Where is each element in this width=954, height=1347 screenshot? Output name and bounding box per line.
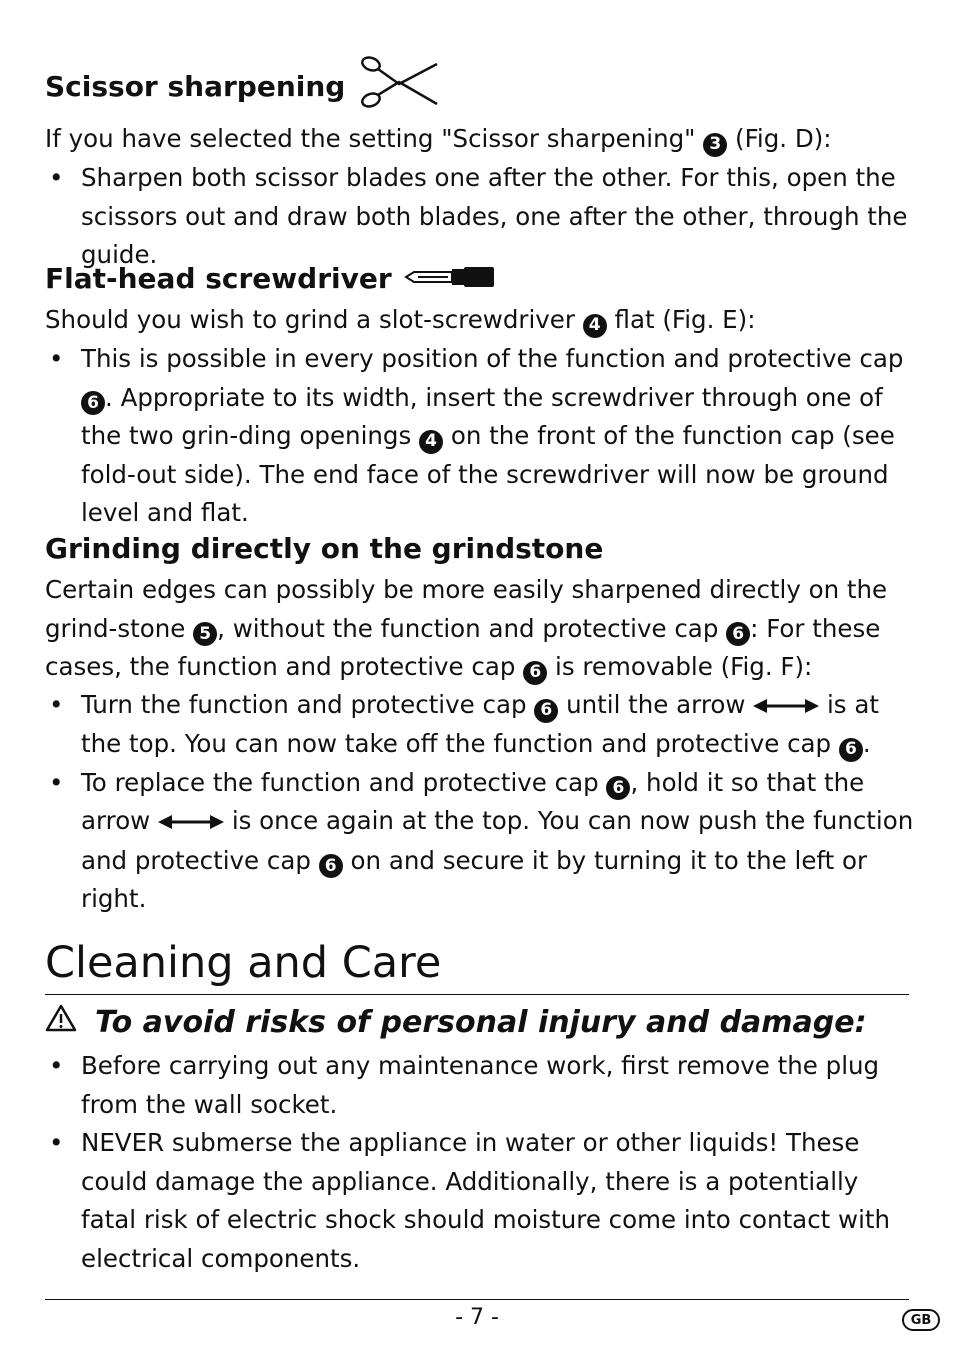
grindstone-bullet2-text-2: , hold it so that the arrow [81,767,865,836]
bullet: • [49,344,64,373]
scissors-icon [357,52,439,121]
screwdriver-bullet-text-1: This is possible in every position of the function and protective cap [81,344,904,373]
screwdriver-intro-text: Should you wish to grind a slot-screwdriver [45,305,575,334]
warning-triangle-icon [45,1004,77,1040]
ref-number-6: 6 [839,738,863,762]
scissor-list [45,159,915,275]
list-item [45,340,915,533]
page-number: - 7 - [455,1305,499,1330]
ref-number-6: 6 [523,661,547,685]
list-item [45,1124,915,1278]
ref-number-6: 6 [319,854,343,878]
footer-divider [45,1299,909,1300]
grindstone-section [45,532,603,565]
list-item [45,764,915,919]
list-item [45,686,915,764]
cleaning-title: Cleaning and Care [45,938,442,988]
ref-number-6: 6 [726,622,750,646]
ref-number-5: 5 [193,622,217,646]
bullet: • [49,163,64,192]
grindstone-bullet2-text-1: To replace the function and protective cap [81,767,599,797]
list-item [45,159,915,275]
screwdriver-section [45,262,496,295]
ref-number-4: 4 [419,430,443,454]
ref-number-6: 6 [606,776,630,800]
grindstone-intro-text-4: is removable (Fig. F): [547,652,813,681]
grindstone-bullet1-text-4: . [862,729,871,759]
grindstone-intro-text-2: , without the function and protective cap [217,613,719,643]
grindstone-bullet1-text-1: Turn the function and protective cap [81,690,527,719]
grindstone-bullet1-text-2: until the arrow [566,690,746,719]
bullet: • [49,767,64,797]
list-item [45,1047,915,1124]
cleaning-list [45,1047,915,1278]
grindstone-intro-text-1: Certain edges can possibly be more easily sharpened directly on the grind-stone [45,575,888,643]
double-arrow-icon [158,803,224,842]
screwdriver-intro-fig: flat (Fig. E): [614,305,756,334]
ref-number-3: 3 [703,133,727,157]
screwdriver-heading-text: Flat-head screwdriver [45,262,392,295]
scissor-heading-text: Scissor sharpening [45,70,346,103]
bullet: • [49,1051,64,1080]
warning-heading [45,1004,867,1040]
screwdriver-bullet-text-3: on the front of the function cap (see fold-out side). The end face of the screwdriver will now be ground level and flat. [81,421,895,527]
bullet: • [49,690,64,719]
grindstone-heading: Grinding directly on the grindstone [45,532,604,565]
bullet: • [49,1128,64,1157]
title-divider [45,994,909,995]
grindstone-intro-text-3: : For these cases, the function and protective cap [45,613,881,681]
cleaning-bullet-1: Before carrying out any maintenance work, first remove the plug from the wall socket. [81,1051,880,1119]
warning-block [45,1004,867,1040]
screwdriver-list [45,340,915,533]
scissor-bullet-text: Sharpen both scissor blades one after the other. For this, open the scissors out and draw both blades, one after the other, through the guide. [81,163,908,269]
cleaning-bullet-2: NEVER submerse the appliance in water or other liquids! These could damage the appliance. Additionally, there is a potentially fatal risk of electric shock should moisture come into contact with electrical components. [81,1128,891,1273]
double-arrow-icon [753,687,819,726]
ref-number-6: 6 [81,391,105,415]
scissor-heading [45,52,909,121]
ref-number-4: 4 [583,314,607,338]
scissor-intro-fig: (Fig. D): [735,124,832,153]
grindstone-bullet2-text-4: on and secure it by turning it to the left or right. [81,845,868,913]
country-badge: GB [902,1309,940,1331]
scissor-section [45,52,909,121]
warning-text: To avoid risks of personal injury and damage: [95,1004,867,1040]
grindstone-bullet1-text-3: is at the top. You can now take off the function and protective cap [81,690,879,759]
screwdriver-intro [45,301,755,340]
scissor-intro-text: If you have selected the setting "Scissor sharpening" [45,124,696,153]
grindstone-bullet2-text-3: is once again at the top. You can now push the function and protective cap [81,806,914,875]
screwdriver-icon [404,262,496,295]
grindstone-intro [45,571,909,687]
scissor-intro [45,120,832,159]
ref-number-6: 6 [534,699,558,723]
screwdriver-bullet-text-2: . Appropriate to its width, insert the screwdriver through one of the two grin-ding openings [81,382,883,450]
screwdriver-heading [45,262,496,295]
grindstone-list [45,686,915,919]
